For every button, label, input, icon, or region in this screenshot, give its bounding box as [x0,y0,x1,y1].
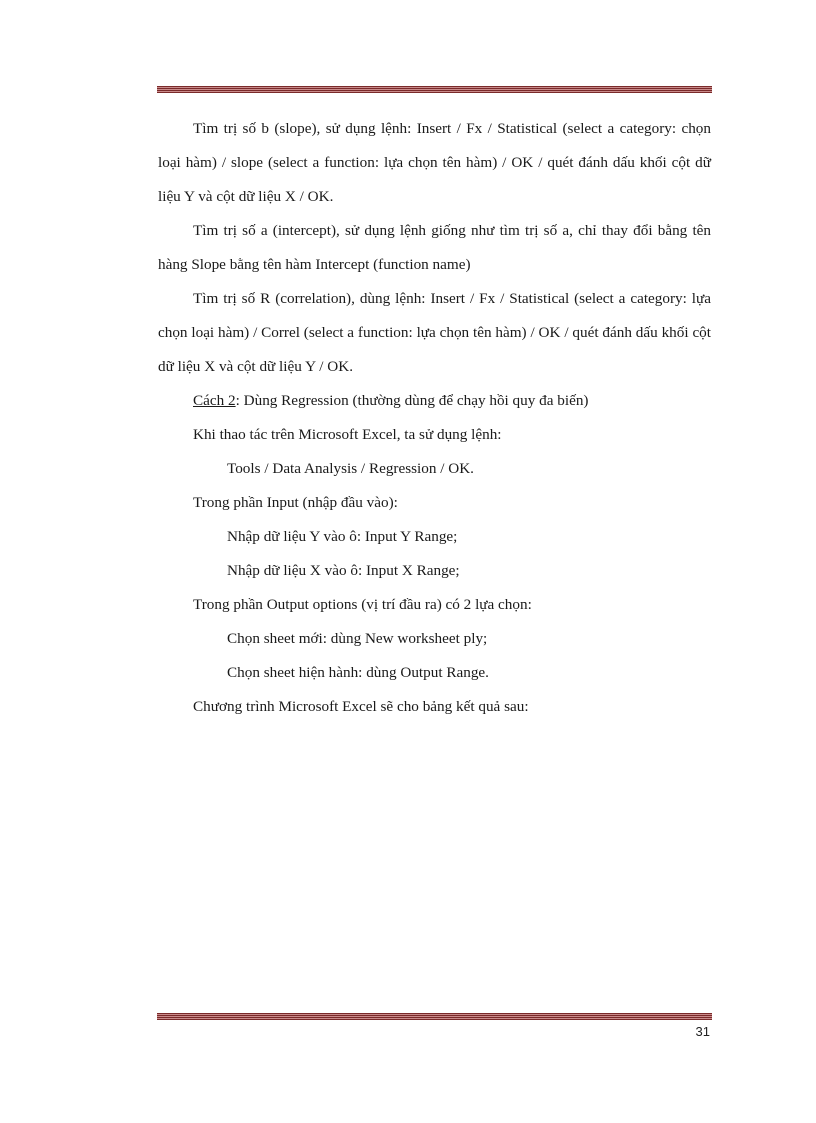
input-x-line: Nhập dữ liệu X vào ô: Input X Range; [227,562,460,579]
tools-path-line: Tools / Data Analysis / Regression / OK. [227,460,474,477]
footer-rule [157,1013,712,1020]
header-rule [157,86,712,93]
document-body [158,112,711,724]
result-intro-line: Chương trình Microsoft Excel sẽ cho bảng kết quả sau: [193,698,529,715]
paragraph-intercept: Tìm trị số a (intercept), sử dụng lệnh giống như tìm trị số a, chỉ thay đổi bằng tên hàng Slope bằng tên hàm Intercept (function name) [158,222,711,273]
output-heading-line: Trong phần Output options (vị trí đầu ra) có 2 lựa chọn: [193,596,532,613]
method-2-text: : Dùng Regression (thường dùng để chạy hồi quy đa biến) [235,392,589,409]
input-y-line: Nhập dữ liệu Y vào ô: Input Y Range; [227,528,458,545]
current-sheet-line: Chọn sheet hiện hành: dùng Output Range. [227,664,489,681]
input-heading-line: Trong phần Input (nhập đầu vào): [193,494,398,511]
page-number: 31 [695,1024,710,1039]
paragraph-slope: Tìm trị số b (slope), sử dụng lệnh: Insert / Fx / Statistical (select a category: chọn loại hàm) / slope (select a function: lựa chọn tên hàm) / OK / quét đánh dấu khối cột dữ liệu Y và cột dữ liệu X / OK. [158,120,711,205]
new-sheet-line: Chọn sheet mới: dùng New worksheet ply; [227,630,488,647]
method-2-line [158,384,711,418]
paragraph-correlation: Tìm trị số R (correlation), dùng lệnh: Insert / Fx / Statistical (select a category: lựa chọn loại hàm) / Correl (select a function: lựa chọn tên hàm) / OK / quét đánh dấu khối cột dữ liệu X và cột dữ liệu Y / OK. [158,290,711,375]
excel-intro-line: Khi thao tác trên Microsoft Excel, ta sử dụng lệnh: [193,426,502,443]
method-2-label: Cách 2 [193,392,236,409]
